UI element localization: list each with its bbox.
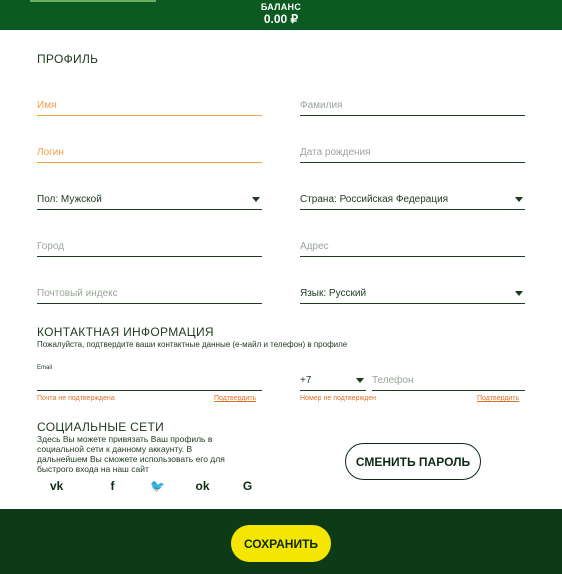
balance-value: 0.00 ₽	[263, 12, 299, 26]
chevron-down-icon	[515, 197, 523, 202]
contact-note: Пожалуйста, подтвердите ваши контактные данные (е-майл и телефон) в профиле	[37, 340, 348, 349]
phone-code-value: +7	[300, 375, 312, 386]
vk-icon[interactable]: vk	[50, 479, 64, 493]
language-value: Язык: Русский	[300, 288, 367, 299]
address-placeholder: Адрес	[300, 241, 329, 252]
facebook-icon[interactable]: f	[110, 479, 115, 493]
twitter-icon[interactable]: 🐦	[150, 479, 165, 493]
phone-status: Номер не подтвержден	[300, 395, 376, 402]
top-bar	[0, 0, 562, 30]
email-input[interactable]	[37, 371, 262, 391]
login-input[interactable]	[37, 143, 262, 163]
contact-title: КОНТАКТНАЯ ИНФОРМАЦИЯ	[37, 325, 214, 339]
first-name-input[interactable]	[37, 96, 262, 116]
last-name-placeholder: Фамилия	[300, 100, 343, 111]
birthdate-input[interactable]	[300, 143, 525, 163]
gender-select[interactable]	[37, 190, 262, 210]
address-input[interactable]	[300, 237, 525, 257]
first-name-placeholder: Имя	[37, 100, 57, 111]
city-placeholder: Город	[37, 241, 65, 252]
language-select[interactable]	[300, 284, 525, 304]
confirm-phone-link[interactable]: Подтвердить	[477, 395, 520, 402]
google-icon[interactable]: G	[242, 479, 253, 493]
social-icons	[50, 479, 270, 493]
balance-display	[0, 2, 562, 26]
birthdate-placeholder: Дата рождения	[300, 147, 371, 158]
postal-code-placeholder: Почтовый индекс	[37, 288, 118, 299]
phone-placeholder: Телефон	[372, 375, 414, 386]
email-status: Почта не подтверждена	[37, 395, 115, 402]
gender-value: Пол: Мужской	[37, 194, 102, 205]
login-placeholder: Логин	[37, 147, 64, 158]
phone-code-select[interactable]	[300, 371, 366, 391]
country-value: Страна: Российская Федерация	[300, 194, 449, 205]
phone-input[interactable]	[372, 371, 525, 391]
postal-code-input[interactable]	[37, 284, 262, 304]
chevron-down-icon	[356, 378, 364, 383]
last-name-input[interactable]	[300, 96, 525, 116]
confirm-email-link[interactable]: Подтвердить	[214, 395, 257, 402]
chevron-down-icon	[252, 197, 260, 202]
odnoklassniki-icon[interactable]: ok	[195, 479, 210, 493]
save-button[interactable]: СОХРАНИТЬ	[231, 525, 331, 562]
city-input[interactable]	[37, 237, 262, 257]
social-description: Здесь Вы можете привязать Ваш профиль в социальной сети к данному аккаунту. В дальнейшем Вы сможете использовать его для быстрого входа на наш сайт	[37, 434, 225, 474]
email-label: Email	[37, 365, 53, 371]
change-password-button[interactable]: СМЕНИТЬ ПАРОЛЬ	[345, 443, 481, 480]
social-title: СОЦИАЛЬНЫЕ СЕТИ	[37, 420, 165, 434]
chevron-down-icon	[515, 291, 523, 296]
balance-label: БАЛАНС	[260, 2, 302, 12]
country-select[interactable]	[300, 190, 525, 210]
profile-title: ПРОФИЛЬ	[37, 52, 99, 66]
